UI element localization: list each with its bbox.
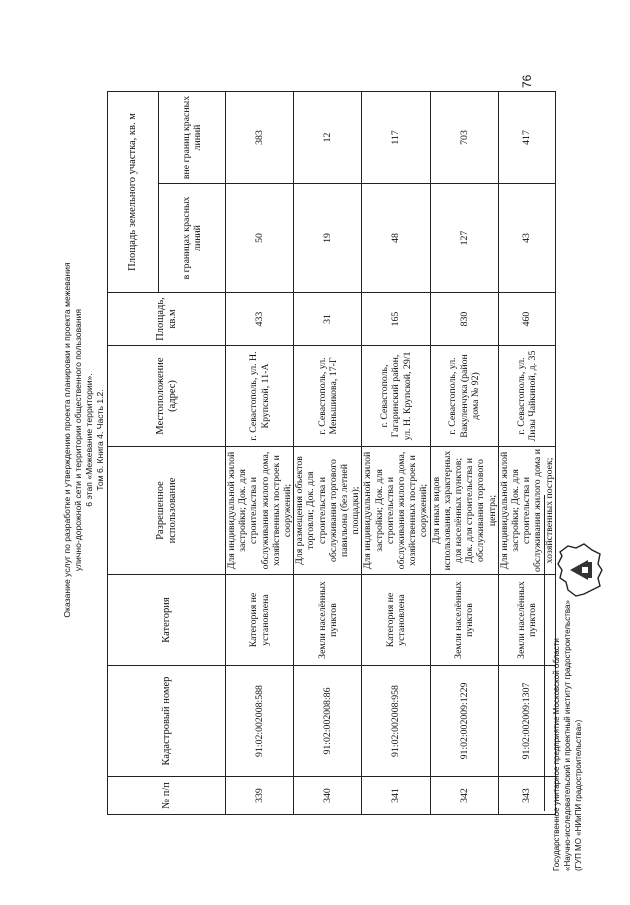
cell-outside: 703 bbox=[430, 91, 498, 183]
cell-cadastral: 91:02:002009:1229 bbox=[430, 666, 498, 777]
cell-cadastral: 91:02:002008:958 bbox=[362, 666, 430, 777]
col-header-num: № п/п bbox=[108, 777, 226, 815]
cell-location: г. Севастополь, ул. Меньшикова, 17-Г bbox=[294, 346, 362, 447]
cell-area: 460 bbox=[498, 293, 555, 346]
cell-cadastral: 91:02:002008:588 bbox=[226, 666, 294, 777]
cell-outside: 117 bbox=[362, 91, 430, 183]
table-row bbox=[362, 91, 430, 814]
cell-num: 340 bbox=[294, 777, 362, 815]
cell-category: Категория не установлена bbox=[226, 575, 294, 666]
cell-permitted-use: Для иных видов использования, характерных для населённых пунктов; Док. для строительства и обслуживания торгового центра; bbox=[430, 447, 498, 575]
footer-divider bbox=[544, 495, 545, 811]
header-line: Оказание услуг по разработке и утверждению проекта планировки и проекта межевания bbox=[62, 262, 72, 618]
cell-cadastral: 91:02:002009:1307 bbox=[498, 666, 555, 777]
header-line: 6 этап «Межевание территории». bbox=[84, 373, 94, 507]
footer-line: Государственное унитарное предприятие Московской области bbox=[552, 638, 561, 871]
cell-area: 31 bbox=[294, 293, 362, 346]
cell-cadastral: 91:02:002008:86 bbox=[294, 666, 362, 777]
header-line: Том 6. Книга 4. Часть 1.2. bbox=[95, 389, 105, 491]
table-row bbox=[430, 91, 498, 814]
cell-num: 341 bbox=[362, 777, 430, 815]
col-header-category: Категория bbox=[108, 575, 226, 666]
cell-area: 830 bbox=[430, 293, 498, 346]
cell-outside: 383 bbox=[226, 91, 294, 183]
col-header-permitted-use: Разрешенное использование bbox=[108, 447, 226, 575]
col-header-area: Площадь, кв.м bbox=[108, 293, 226, 346]
cell-inside: 19 bbox=[294, 184, 362, 293]
cell-outside: 417 bbox=[498, 91, 555, 183]
col-header-plot-area: Площадь земельного участка, кв. м bbox=[108, 91, 159, 292]
cell-permitted-use: Для размещения объектов торговли; Док. для строительства и обслуживания торгового павильона (без летней площадки); bbox=[294, 447, 362, 575]
cell-num: 339 bbox=[226, 777, 294, 815]
cell-permitted-use: Для индивидуальной жилой застройки; Док. для строительства и обслуживания жилого дома и хозяйственных построек; bbox=[498, 447, 555, 575]
cell-area: 433 bbox=[226, 293, 294, 346]
cell-inside: 43 bbox=[498, 184, 555, 293]
footer-line: (ГУП МО «НИиПИ градостроительства») bbox=[574, 719, 583, 871]
cell-location: г. Севастополь, ул. Вакуленчука (район дома № 92) bbox=[430, 346, 498, 447]
footer-line: «Научно-исследовательский и проектный институт градостроительства» bbox=[563, 600, 572, 871]
cell-inside: 127 bbox=[430, 184, 498, 293]
col-header-inside-red-lines: в границах красных линий bbox=[159, 184, 226, 293]
document-header bbox=[62, 95, 106, 785]
cell-outside: 12 bbox=[294, 91, 362, 183]
land-plots-table bbox=[107, 91, 556, 815]
cell-permitted-use: Для индивидуальной жилой застройки; Док. для строительства и обслуживания жилого дома, хозяйственных построек и сооружений; bbox=[362, 447, 430, 575]
header-line: улично-дорожной сети и территории общественного пользования bbox=[73, 308, 83, 572]
cell-category: Категория не установлена bbox=[362, 575, 430, 666]
cell-num: 343 bbox=[498, 777, 555, 815]
cell-permitted-use: Для индивидуальной жилой застройки; Док. для строительства и обслуживания жилого дома, хозяйственных построек и сооружений; bbox=[226, 447, 294, 575]
cell-inside: 48 bbox=[362, 184, 430, 293]
organization-footer bbox=[544, 471, 584, 871]
col-header-outside-red-lines: вне границ красных линий bbox=[159, 91, 226, 183]
cell-area: 165 bbox=[362, 293, 430, 346]
cell-category: Земли населённых пунктов bbox=[498, 575, 555, 666]
table-row bbox=[226, 91, 294, 814]
cell-category: Земли населённых пунктов bbox=[294, 575, 362, 666]
col-header-cadastral: Кадастровый номер bbox=[108, 666, 226, 777]
cell-location: г. Севастополь, ул. Лизы Чайкиной, д. 35 bbox=[498, 346, 555, 447]
cell-location: г. Севастополь, Гагаринский район, ул. Н. Крупской, 29/1 bbox=[362, 346, 430, 447]
page-number: 76 bbox=[520, 74, 534, 88]
col-header-location: Местоположение (адрес) bbox=[108, 346, 226, 447]
cell-category: Земли населённых пунктов bbox=[430, 575, 498, 666]
institute-logo-icon bbox=[554, 540, 606, 600]
cell-inside: 50 bbox=[226, 184, 294, 293]
table-row bbox=[294, 91, 362, 814]
cell-location: г. Севастополь, ул. Н. Крупской, 11-А bbox=[226, 346, 294, 447]
cell-num: 342 bbox=[430, 777, 498, 815]
